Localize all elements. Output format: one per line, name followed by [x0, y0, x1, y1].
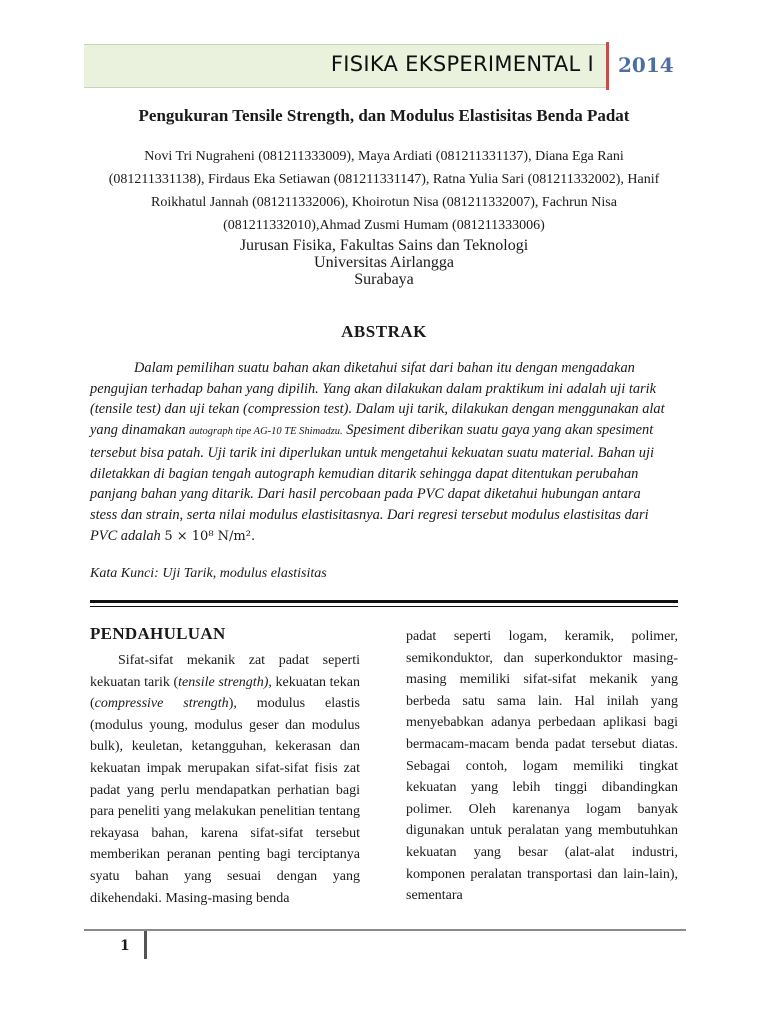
- page-number: 1: [120, 938, 130, 954]
- intro-term-compressive: compressive strength: [94, 696, 229, 712]
- header-year: 2014: [618, 53, 674, 77]
- abstract-text: [90, 358, 668, 547]
- left-column: [90, 624, 360, 909]
- intro-paragraph-left: [90, 650, 360, 909]
- affiliation-city: Surabaya: [354, 271, 414, 288]
- paper-title: Pengukuran Tensile Strength, dan Modulus Elastisitas Benda Padat: [138, 106, 630, 125]
- affiliation-department: Jurusan Fisika, Fakultas Sains dan Teknologi: [239, 237, 529, 254]
- affiliation: [0, 237, 768, 288]
- abstract-text-part1: Dalam pemilihan suatu bahan akan diketahui sifat dari bahan itu dengan mengadakan pengujian terhadap bahan yang dipilih. Yang akan dilakukan dalam praktikum ini adalah uji tarik (tensile test) dan uji tekan (compression test). Dalam uji tarik, dilakukan dengan menggunakan alat yang dinamakan: [90, 360, 665, 439]
- abstract-text-part2: Spesiment diberikan suatu gaya yang akan spesiment tersebut bisa patah. Uji tarik ini diperlukan untuk mengetahui kekuatan suatu material. Bahan uji diletakkan di bagian tengah autograph kemudian ditarik sehingga dapat ditentukan perubahan panjang bahan yang ditarik. Dari hasil percobaan pada PVC dapat diketahui hubungan antara stess dan strain, serta nilai modulus elastisitasnya. Dari regresi tersebut modulus elastisitas dari PVC adalah: [90, 422, 654, 544]
- journal-title: FISIKA EKSPERIMENTAL I: [330, 52, 594, 76]
- footer-rule: [84, 929, 686, 931]
- author-list: Novi Tri Nugraheni (081211333009), Maya Ardiati (081211331137), Diana Ega Rani (081211331138), Firdaus Eka Setiawan (081211331147), Ratna Yulia Sari (081211332002), Hanif Roikhatul Jannah (081211332006), Khoirotun Nisa (081211332007), Fachrun Nisa (081211332010),Ahmad Zusmi Humam (081211333006): [108, 149, 660, 233]
- running-header: [84, 44, 606, 88]
- footer-separator: [144, 931, 147, 959]
- section-divider-thick: [90, 600, 678, 603]
- header-separator: [606, 42, 609, 90]
- section-divider-thin: [90, 606, 678, 607]
- intro-heading: PENDAHULUAN: [90, 624, 226, 643]
- intro-text-mid: , kekuatan tekan (: [90, 674, 360, 712]
- affiliation-university: Universitas Airlangga: [314, 254, 454, 271]
- abstract-instrument: autograph tipe AG-10 TE Shimadzu.: [189, 426, 343, 438]
- abstract-heading: ABSTRAK: [341, 322, 427, 341]
- intro-term-tensile: tensile strength): [178, 674, 269, 690]
- keywords: Kata Kunci: Uji Tarik, modulus elastisitas: [90, 566, 327, 581]
- intro-paragraph-right: padat seperti logam, keramik, polimer, semikonduktor, dan superkonduktor masing-masing memiliki sifat-sifat mekanik yang berbeda satu sama lain. Hal inilah yang menyebabkan adanya perbedaan aplikasi bagi bermacam-macam benda padat tersebut diatas. Sebagai contoh, logam memiliki tingkat kekuatan yang lebih tinggi dibandingkan polimer. Oleh karenanya logam banyak digunakan untuk peralatan yang membutuhkan kekuatan yang besar (alat-alat industri, komponen peralatan transportasi dan lain-lain), sementara: [406, 629, 678, 904]
- intro-text-start: Sifat-sifat mekanik zat padat seperti kekuatan tarik (: [90, 653, 360, 690]
- abstract-formula: 5 × 10⁸ N/m².: [164, 528, 256, 544]
- intro-text-end: ), modulus elastis (modulus young, modulus geser dan modulus bulk), keuletan, ketangguhan, kekerasan dan kekuatan impak merupakan sifat-sifat fisis zat padat yang perlu mendapatkan perhatian bagi para peneliti yang melakukan penelitian tentang rekayasa bahan, karena sifat-sifat tersebut memberikan peranan penting bagi terciptanya syatu bahan yang sesuai dengan yang dikehendaki. Masing-masing benda: [90, 696, 360, 906]
